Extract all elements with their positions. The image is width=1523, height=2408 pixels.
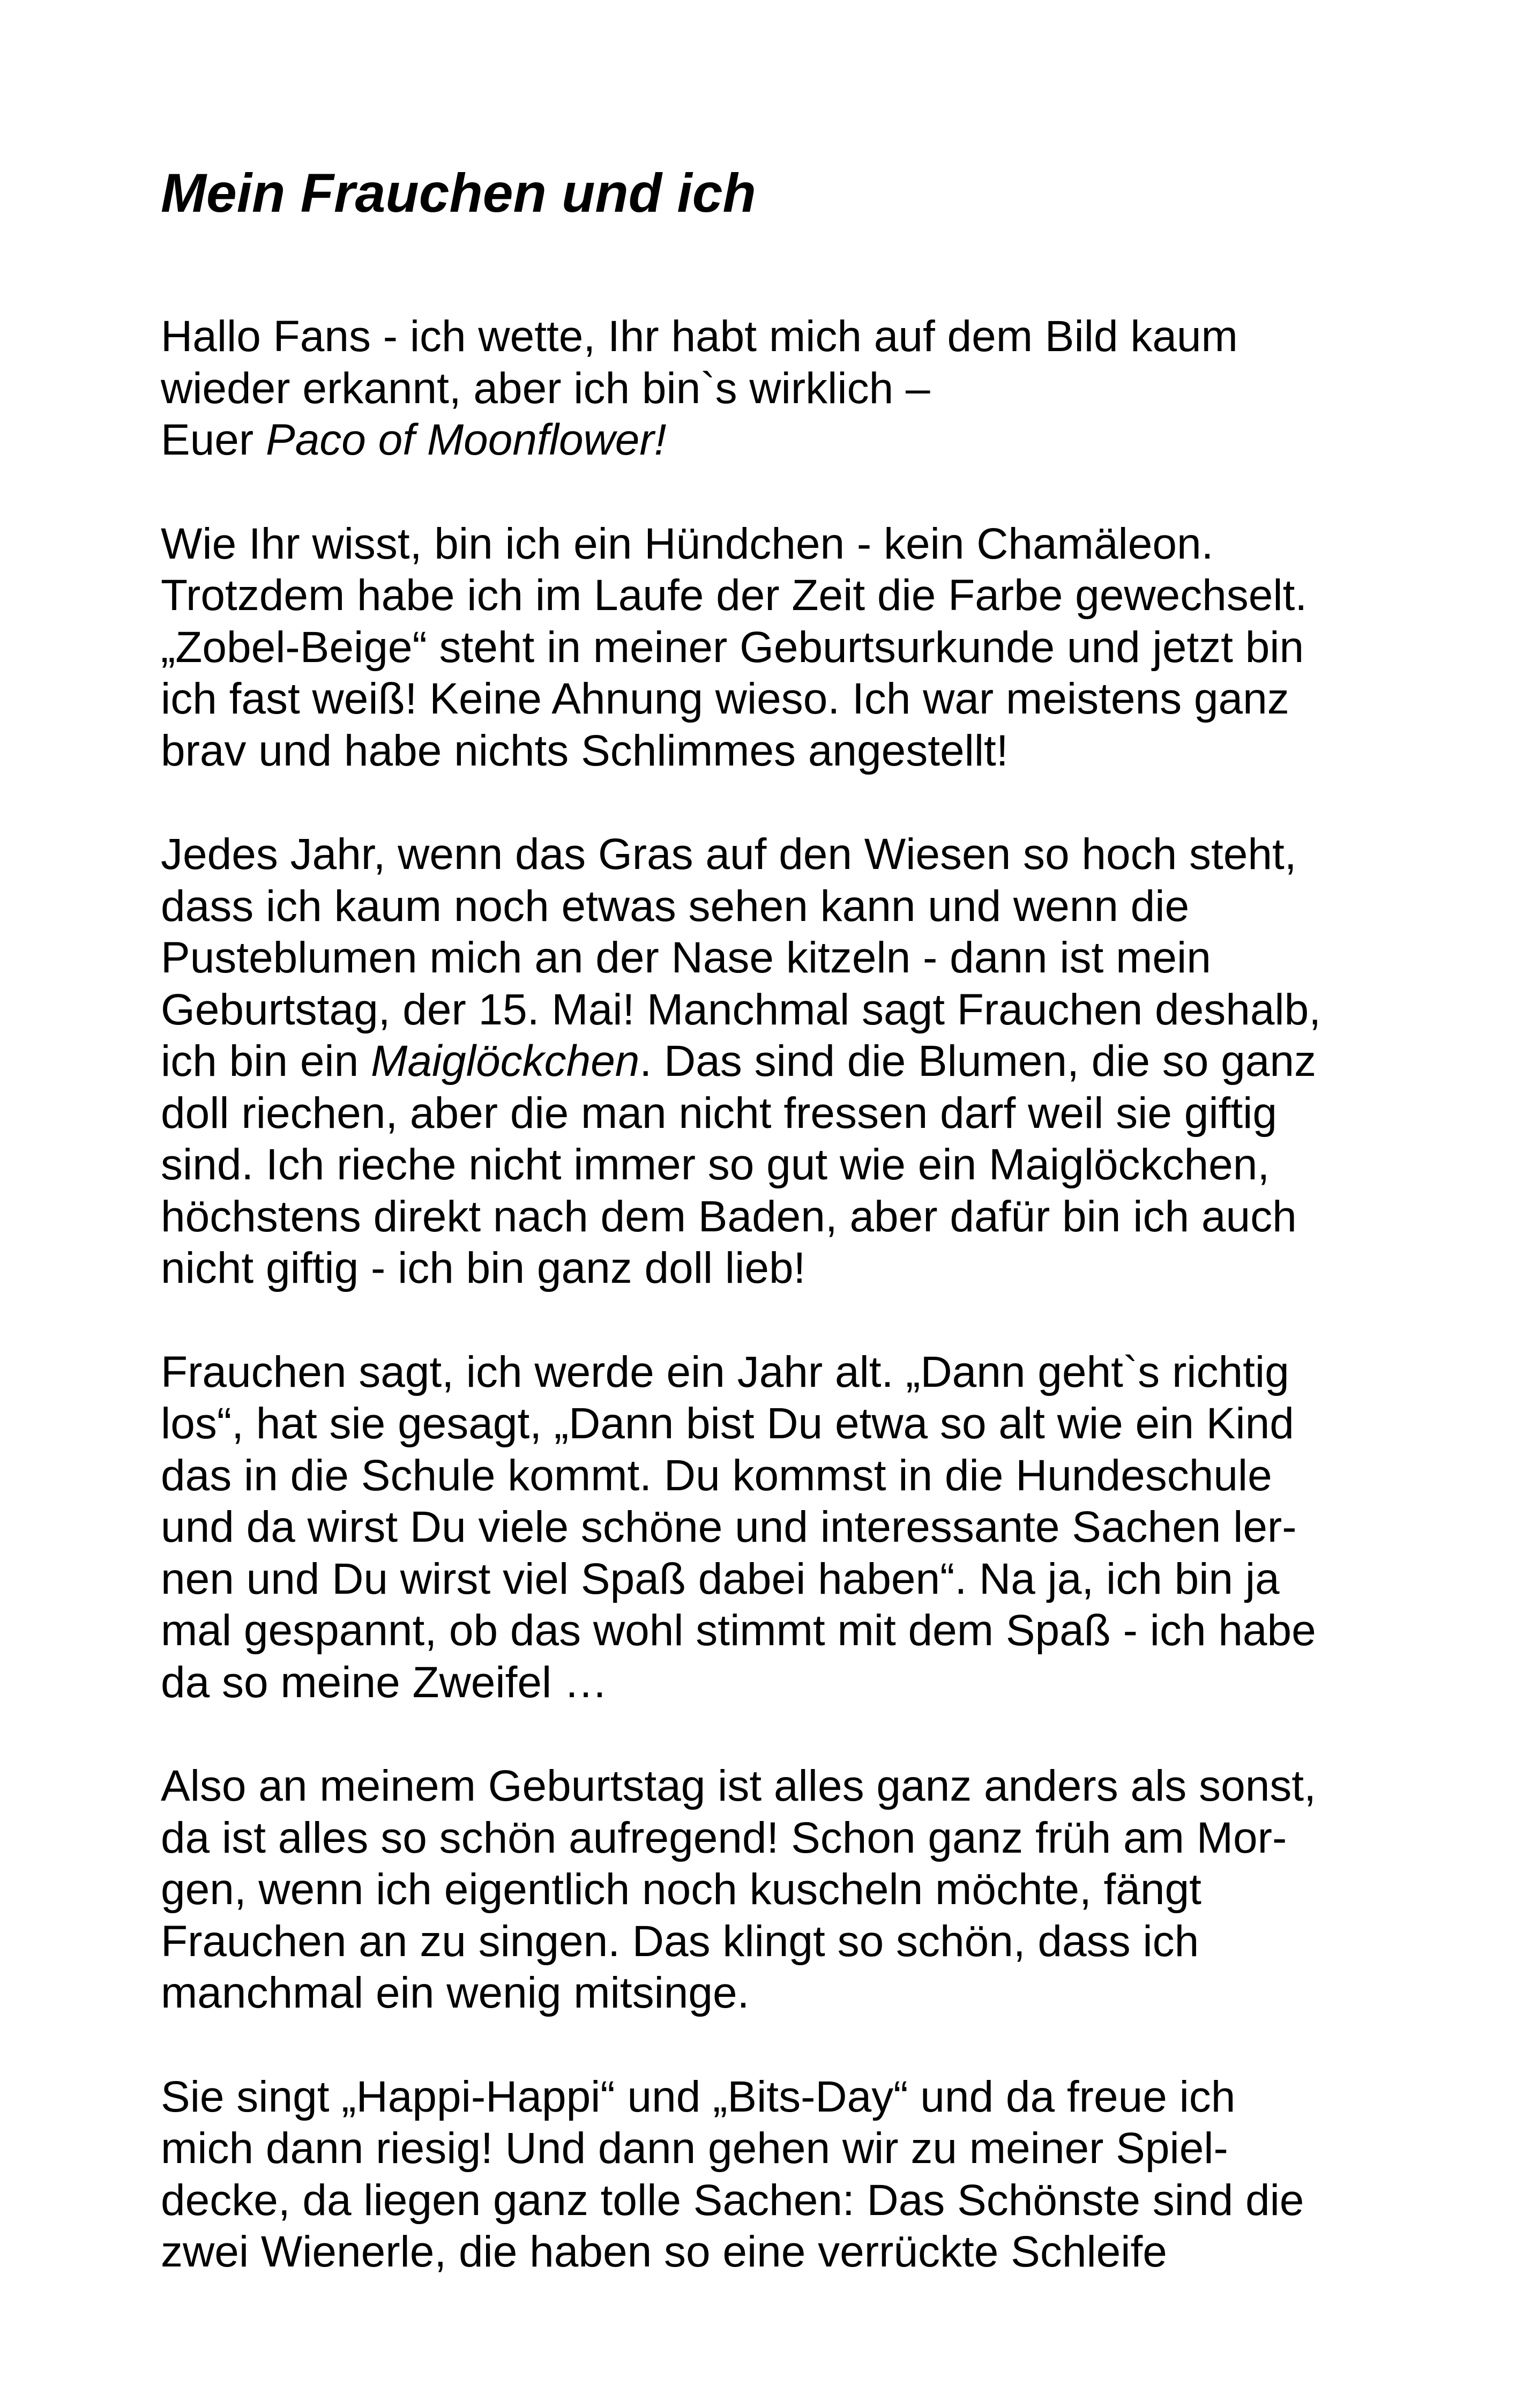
text-line: brav und habe nichts Schlimmes angestellt! [161,726,1009,775]
text-line: Hallo Fans - ich wette, Ihr habt mich auf dem Bild kaum [161,312,1238,361]
text-line: Pusteblumen mich an der Nase kitzeln - dann ist mein [161,933,1211,982]
text-line: zwei Wienerle, die haben so eine verrückte Schleife [161,2227,1167,2276]
text-line: Wie Ihr wisst, bin ich ein Hündchen - kein Chamäleon. [161,519,1214,568]
text-line: Jedes Jahr, wenn das Gras auf den Wiesen so hoch steht, [161,830,1297,879]
text-line: sind. Ich rieche nicht immer so gut wie ein Maiglöckchen, [161,1140,1270,1189]
text-line: doll riechen, aber die man nicht fressen darf weil sie giftig [161,1088,1277,1138]
text-line: Also an meinem Geburtstag ist alles ganz anders als sonst, [161,1762,1316,1810]
text-line: mich dann riesig! Und dann gehen wir zu meiner Spiel- [161,2124,1228,2173]
text-line: Trotzdem habe ich im Laufe der Zeit die Farbe gewechselt. [161,571,1308,620]
text-line: wieder erkannt, aber ich bin`s wirklich – [161,363,930,413]
text-line: Frauchen sagt, ich werde ein Jahr alt. „Dann geht`s richtig [161,1347,1289,1396]
text-line: decke, da liegen ganz tolle Sachen: Das Schönste sind die [161,2175,1304,2225]
text-line: manchmal ein wenig mitsinge. [161,1968,750,2017]
paragraph [161,1760,1393,2019]
text-line: Frauchen an zu singen. Das klingt so schön, dass ich [161,1916,1199,1966]
text-line: dass ich kaum noch etwas sehen kann und wenn die [161,881,1190,931]
text-line: nen und Du wirst viel Spaß dabei haben“. Na ja, ich bin ja [161,1554,1280,1603]
text-line: ich fast weiß! Keine Ahnung wieso. Ich war meistens ganz [161,674,1289,723]
paragraph [161,1347,1393,1709]
text-line: und da wirst Du viele schöne und interessante Sachen ler- [161,1503,1297,1551]
paragraph [161,518,1393,777]
emphasized-text: Maiglöckchen [371,1037,640,1086]
text-line: „Zobel-Beige“ steht in meiner Geburtsurkunde und jetzt bin [161,622,1304,672]
text-line: höchstens direkt nach dem Baden, aber dafür bin ich auch [161,1192,1297,1241]
text-line: Geburtstag, der 15. Mai! Manchmal sagt Frauchen deshalb, [161,985,1322,1034]
text-line: los“, hat sie gesagt, „Dann bist Du etwa so alt wie ein Kind [161,1399,1294,1448]
text-line [161,414,1393,466]
document-body [161,311,1393,2278]
text-line: da ist alles so schön aufregend! Schon ganz früh am Mor- [161,1813,1287,1862]
paragraph [161,829,1393,1295]
text-line: mal gespannt, ob das wohl stimmt mit dem Spaß - ich habe [161,1606,1316,1655]
text-line: da so meine Zweifel … [161,1658,608,1707]
line-text: . Das sind die Blumen, die so ganz [639,1037,1316,1086]
paragraph [161,2071,1393,2278]
paragraph [161,311,1393,466]
line-text: Euer [161,415,266,464]
document-title: Mein Frauchen und ich [161,162,756,224]
line-text: ich bin ein [161,1037,371,1086]
text-line: Sie singt „Happi-Happi“ und „Bits-Day“ und da freue ich [161,2072,1236,2121]
text-line: gen, wenn ich eigentlich noch kuscheln möchte, fängt [161,1865,1201,1914]
text-line [161,1036,1393,1088]
emphasized-text: Paco of Moonflower! [266,415,667,464]
text-line: das in die Schule kommt. Du kommst in die Hundeschule [161,1451,1272,1500]
document-page [161,155,1393,2330]
text-line: nicht giftig - ich bin ganz doll lieb! [161,1244,806,1292]
